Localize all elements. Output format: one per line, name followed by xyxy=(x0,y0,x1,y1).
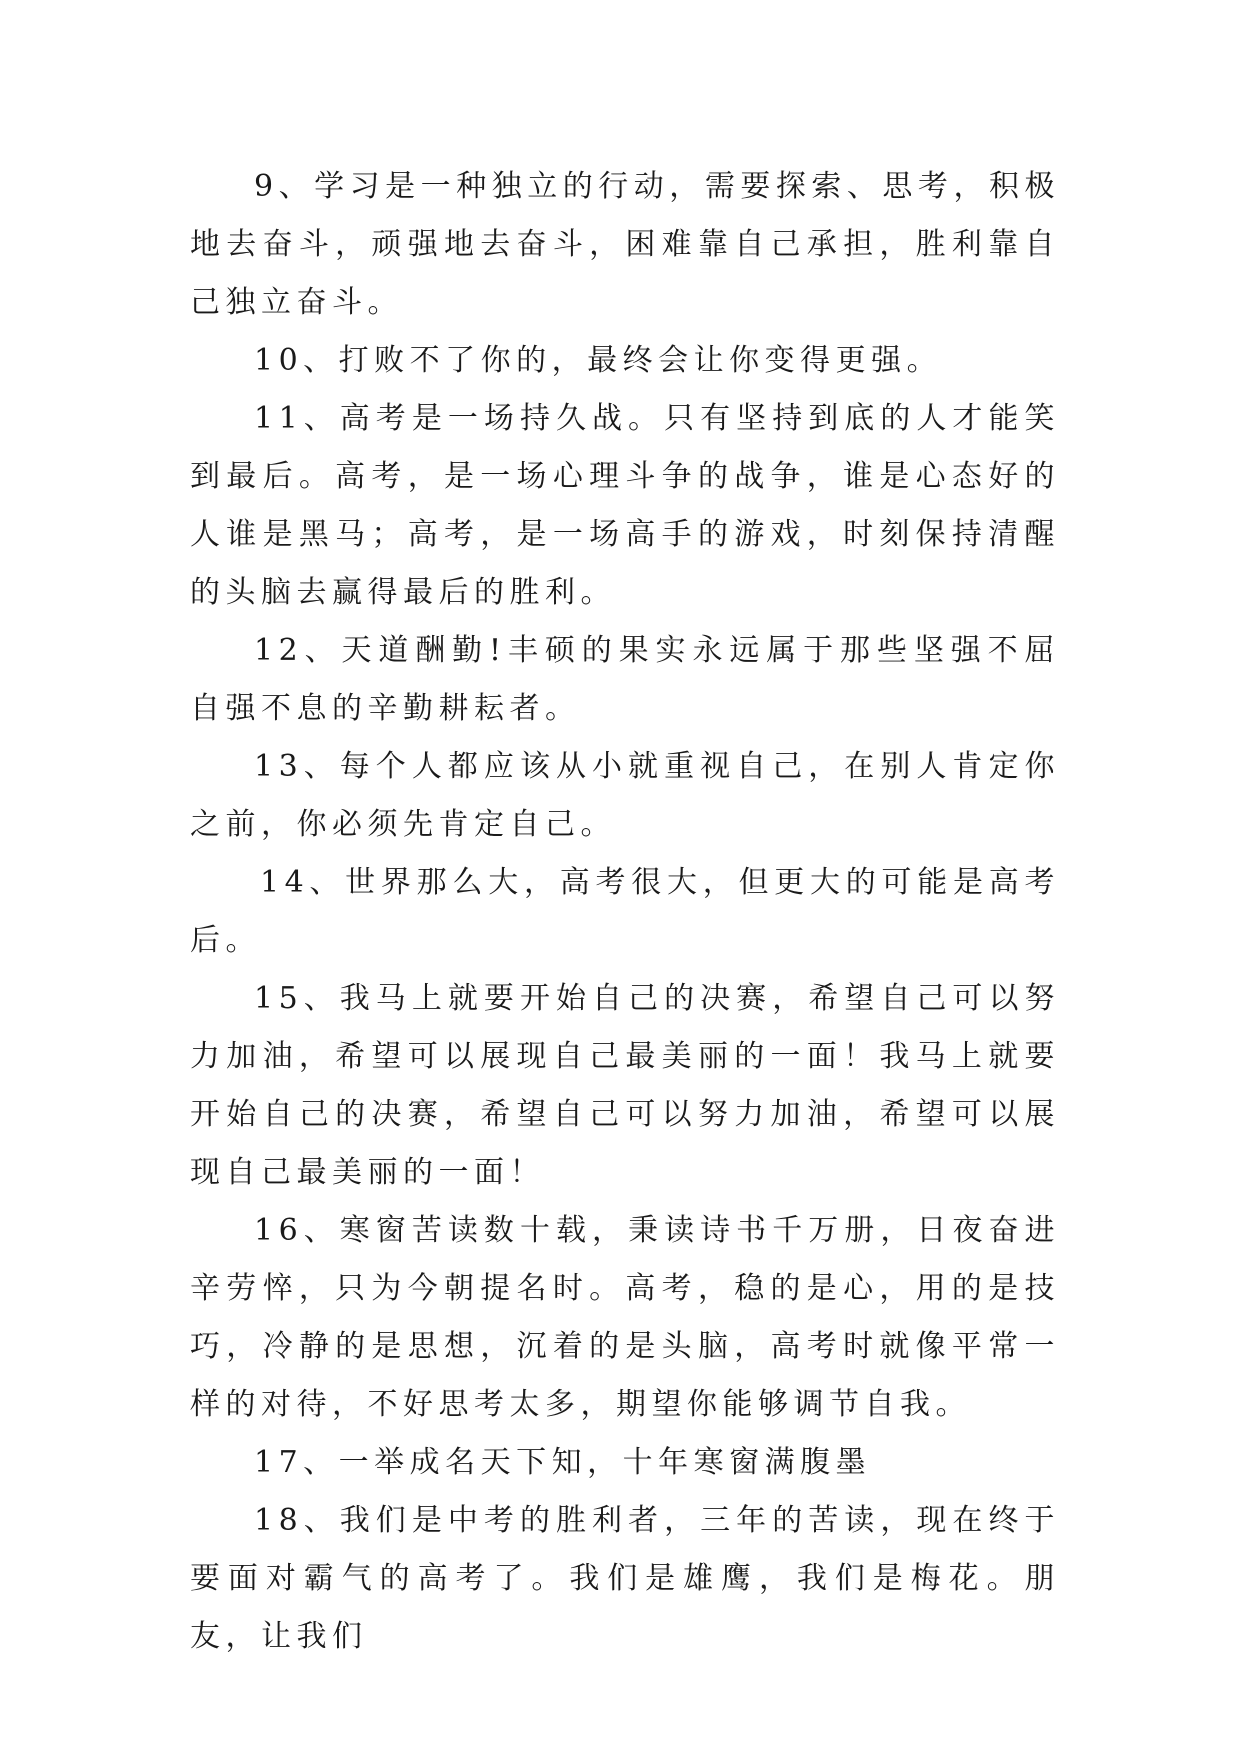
paragraph-18: 18、我们是中考的胜利者，三年的苦读，现在终于要面对霸气的高考了。我们是雄鹰，我们是梅花。朋友，让我们 xyxy=(190,1503,1060,1654)
paragraph-14: 14、世界那么大，高考很大，但更大的可能是高考后。 xyxy=(190,865,1060,958)
paragraph-9: 9、学习是一种独立的行动，需要探索、思考，积极地去奋斗，顽强地去奋斗，困难靠自己承担，胜利靠自己独立奋斗。 xyxy=(190,169,1060,320)
document-body xyxy=(190,158,1060,1666)
paragraph-17: 17、一举成名天下知，十年寒窗满腹墨 xyxy=(254,1445,872,1480)
paragraph-15: 15、我马上就要开始自己的决赛，希望自己可以努力加油，希望可以展现自己最美丽的一面！我马上就要开始自己的决赛，希望自己可以努力加油，希望可以展现自己最美丽的一面！ xyxy=(190,981,1060,1190)
paragraph-12: 12、天道酬勤!丰硕的果实永远属于那些坚强不屈自强不息的辛勤耕耘者。 xyxy=(190,633,1060,726)
paragraph-13: 13、每个人都应该从小就重视自己，在别人肯定你之前，你必须先肯定自己。 xyxy=(190,749,1060,842)
paragraph-11: 11、高考是一场持久战。只有坚持到底的人才能笑到最后。高考，是一场心理斗争的战争，谁是心态好的人谁是黑马；高考，是一场高手的游戏，时刻保持清醒的头脑去赢得最后的胜利。 xyxy=(190,401,1060,610)
paragraph-16: 16、寒窗苦读数十载，秉读诗书千万册，日夜奋进辛劳悴，只为今朝提名时。高考，稳的是心，用的是技巧，冷静的是思想，沉着的是头脑，高考时就像平常一样的对待，不好思考太多，期望你能够调节自我。 xyxy=(190,1213,1060,1422)
paragraph-10: 10、打败不了你的，最终会让你变得更强。 xyxy=(254,343,943,378)
